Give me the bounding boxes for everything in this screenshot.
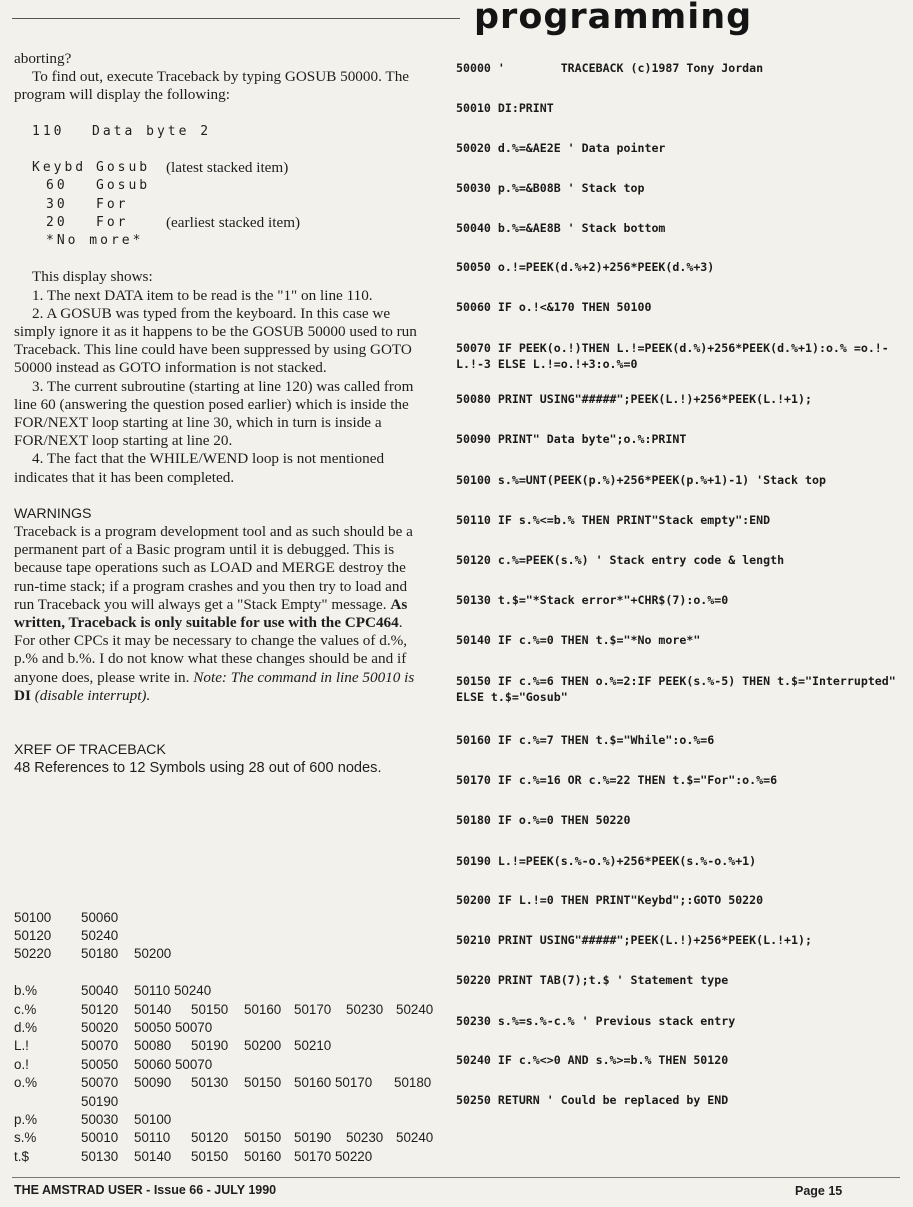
xref-symbol: o.% [14,1075,38,1091]
xref-ref: 50240 [396,1130,434,1146]
listing-line: 50000 ' TRACEBACK (c)1987 Tony Jordan [456,61,764,75]
xref-ref: 50180 [81,946,119,962]
xref-ref: 50180 [394,1075,432,1091]
xref-ref: 50160 50170 [294,1075,373,1091]
xref-ref: 50150 [191,1001,229,1017]
xref-ref: 50150 [191,1148,229,1164]
footer-publication: THE AMSTRAD USER - Issue 66 - JULY 1990 [14,1183,277,1197]
display-row: *No more* [46,233,144,249]
xref-table [14,908,446,1165]
listing-line: 50130 t.$="*Stack error*"+CHR$(7):o.%=0 [456,593,729,607]
xref-ref: 50050 50070 [134,1020,213,1036]
listing-line: 50070 IF PEEK(o.!)THEN L.!=PEEK(d.%)+256*PEEK(d.%+1):o.% =o.!-L.!-3 ELSE L.!=o.!+3:o.%=0 [456,341,889,371]
xref-summary: 48 References to 12 Symbols using 28 out of 600 nodes. [14,760,382,777]
xref-ref: 50210 [294,1038,332,1054]
para-point-3: 3. The current subroutine (starting at line 120) was called from line 60 (answering the question posed earlier) which is inside the FOR/NEXT loop starting at line 30, which in turn is inside a FOR/NEXT loop starting at line 20. [14,377,414,450]
xref-ref: 50160 [244,1148,282,1164]
xref-row [14,926,446,944]
xref-ref: 50150 [244,1075,282,1091]
listing-line: 50050 o.!=PEEK(d.%+2)+256*PEEK(d.%+3) [456,260,715,274]
article-column [14,50,424,777]
xref-row [14,1074,446,1092]
xref-ref: 50200 [244,1038,282,1054]
xref-row [14,945,446,963]
header-rule [12,18,460,19]
listing-line: 50060 IF o.!<&170 THEN 50100 [456,300,652,314]
listing-line: 50200 IF L.!=0 THEN PRINT"Keybd";:GOTO 50220 [456,893,764,907]
xref-row [14,1092,446,1110]
xref-row [14,963,446,981]
xref-ref: 50190 [81,1093,119,1109]
listing-line: 50020 d.%=&AE2E ' Data pointer [456,141,666,155]
listing-line: 50250 RETURN ' Could be replaced by END [456,1093,729,1107]
para-point-1: 1. The next DATA item to be read is the "1" on line 110. [32,286,373,304]
warnings-text: Traceback is a program development tool and as such should be a permanent part of a Basic program until it is debugged. This is because tape operations such as LOAD and MERGE destroy the run-time stack; if a program crashes and you then try to load and run Traceback you will always get a "Stack Empty" message. As written, Traceback is only suitable for use with the CPC464. For other CPCs it may be necessary to change the values of d.%, p.% and b.%. I do not know what these changes should be and if anyone does, please write in. Note: The command in line 50010 is DI (disable interrupt). [14,523,415,704]
section-title: programming [474,0,753,37]
xref-ref: 50030 [81,1111,119,1127]
xref-symbol: t.$ [14,1148,29,1164]
listing-line: 50230 s.%=s.%-c.% ' Previous stack entry [456,1014,736,1028]
xref-row [14,1129,446,1147]
xref-symbol: d.% [14,1020,38,1036]
xref-ref: 50140 [134,1001,172,1017]
xref-symbol: b.% [14,983,38,999]
xref-row [14,1000,446,1018]
xref-ref: 50070 [81,1075,119,1091]
xref-symbol: c.% [14,1001,37,1017]
footer-rule [12,1177,900,1178]
xref-ref: 50120 [191,1130,229,1146]
listing-line: 50010 DI:PRINT [456,101,554,115]
listing-line: 50120 c.%=PEEK(s.%) ' Stack entry code & length [456,553,785,567]
xref-row [14,1037,446,1055]
xref-ref: 50080 [134,1038,172,1054]
xref-ref: 50020 [81,1020,119,1036]
listing-line: 50030 p.%=&B08B ' Stack top [456,181,645,195]
xref-ref: 50060 50070 [134,1056,213,1072]
xref-ref: 50110 50240 [134,983,212,999]
display-output [14,159,424,250]
xref-ref: 50060 [81,909,119,925]
xref-ref: 50130 [191,1075,229,1091]
xref-ref: 50120 [81,1001,119,1017]
display-row: 60 Gosub [46,178,151,194]
listing-line: 50180 IF o.%=0 THEN 50220 [456,813,631,827]
xref-heading: XREF OF TRACEBACK [14,742,166,759]
xref-symbol: 50120 [14,928,52,944]
listing-line: 50040 b.%=&AE8B ' Stack bottom [456,221,666,235]
para-aborting: aborting? [14,50,72,67]
display-row: 30 For [46,196,129,212]
xref-ref: 50040 [81,983,119,999]
xref-ref: 50170 50220 [294,1148,373,1164]
xref-ref: 50130 [81,1148,119,1164]
para-display-shows: This display shows: [32,268,153,286]
xref-row [14,1018,446,1036]
listing-line: 50100 s.%=UNT(PEEK(p.%)+256*PEEK(p.%+1)-1) 'Stack top [456,473,826,487]
xref-symbol: p.% [14,1111,38,1127]
xref-symbol: s.% [14,1130,37,1146]
listing-line: 50090 PRINT" Data byte";o.%:PRINT [456,432,687,446]
xref-ref: 50090 [134,1075,172,1091]
listing-line: 50160 IF c.%=7 THEN t.$="While":o.%=6 [456,733,715,747]
listing-line: 50150 IF c.%=6 THEN o.%=2:IF PEEK(s.%-5) THEN t.$="Interrupted" ELSE t.$="Gosub" [456,674,903,704]
display-row: 20 For (earliest stacked item) [46,213,301,231]
xref-ref: 50140 [134,1148,172,1164]
listing-line: 50110 IF s.%<=b.% THEN PRINT"Stack empty":END [456,513,771,527]
display-data-line: 110 Data byte 2 [32,123,212,139]
xref-ref: 50110 [134,1130,171,1146]
xref-ref: 50160 [244,1001,282,1017]
para-point-4: 4. The fact that the WHILE/WEND loop is not mentioned indicates that it has been completed. [14,450,385,486]
listing-line: 50080 PRINT USING"#####";PEEK(L.!)+256*PEEK(L.!+1); [456,392,812,406]
xref-ref: 50010 [81,1130,119,1146]
xref-ref: 50230 [346,1001,384,1017]
xref-row [14,908,446,926]
para-find-out: To find out, execute Traceback by typing GOSUB 50000. The program will display the following: [14,68,410,104]
xref-ref: 50170 [294,1001,332,1017]
warnings-heading: WARNINGS [14,505,92,522]
xref-ref: 50050 [81,1056,119,1072]
xref-row [14,1110,446,1128]
xref-ref: 50190 [191,1038,229,1054]
xref-ref: 50230 [346,1130,384,1146]
page-number: Page 15 [795,1184,843,1198]
display-row: Keybd Gosub (latest stacked item) [32,158,289,176]
xref-ref: 50100 [134,1111,172,1127]
listing-line: 50170 IF c.%=16 OR c.%=22 THEN t.$="For":o.%=6 [456,773,778,787]
listing-line: 50140 IF c.%=0 THEN t.$="*No more*" [456,633,701,647]
xref-ref: 50190 [294,1130,332,1146]
xref-ref: 50240 [396,1001,434,1017]
xref-row [14,1055,446,1073]
xref-ref: 50240 [81,928,119,944]
xref-symbol: o.! [14,1056,29,1072]
xref-symbol: 50220 [14,946,52,962]
para-point-2: 2. A GOSUB was typed from the keyboard. In this case we simply ignore it as it happens to be the GOSUB 50000 used to run Traceback. This line could have been suppressed by using GOTO 50000 instead as GOTO information is not stacked. [14,304,417,377]
xref-row [14,982,446,1000]
xref-ref: 50200 [134,946,172,962]
listing-line: 50190 L.!=PEEK(s.%-o.%)+256*PEEK(s.%-o.%+1) [456,854,757,868]
listing-line: 50240 IF c.%<>0 AND s.%>=b.% THEN 50120 [456,1053,729,1067]
xref-ref: 50070 [81,1038,119,1054]
listing-line: 50210 PRINT USING"#####";PEEK(L.!)+256*PEEK(L.!+1); [456,933,812,947]
xref-ref: 50150 [244,1130,282,1146]
xref-symbol: L.! [14,1038,29,1054]
xref-symbol: 50100 [14,909,52,925]
listing-line: 50220 PRINT TAB(7);t.$ ' Statement type [456,973,729,987]
xref-row [14,1147,446,1165]
